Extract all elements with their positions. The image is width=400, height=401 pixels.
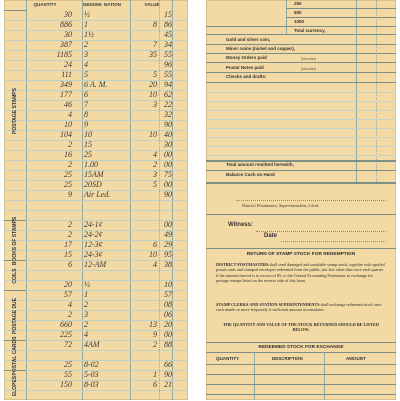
dollars-cell: 13 <box>149 320 157 329</box>
dollars-cell: 20 <box>149 80 157 89</box>
quantity-cell: 57 <box>64 290 72 299</box>
section-label-text: COILS <box>12 268 18 284</box>
redeemed-amount-header: AMOUNT <box>346 356 366 361</box>
value-header: VALUE <box>144 2 160 7</box>
return-title: RETURN OF STAMP STOCK FOR REDEMPTION <box>246 252 356 257</box>
cents-cell: 00 <box>164 330 172 339</box>
denomination-cell: 5-03 <box>84 370 99 379</box>
stamp-row <box>4 380 188 391</box>
postal-notes-label: Postal Notes paid <box>226 65 264 70</box>
para1-lead: DISTRICT POSTMASTERS <box>216 262 269 267</box>
dollars-cell: 5 <box>153 70 157 79</box>
denomination-cell: 3 <box>84 310 88 319</box>
cents-cell: 20 <box>164 320 172 329</box>
denomination-cell: 9 <box>84 120 88 129</box>
dollars-cell: 9 <box>153 330 157 339</box>
section-label <box>4 370 26 401</box>
date-label: Date <box>264 233 278 239</box>
cents-cell: 49 <box>164 230 172 239</box>
denomination-cell: 15 <box>84 140 92 149</box>
dollars-cell: 2 <box>153 160 157 169</box>
amount-250: 250 <box>294 1 302 6</box>
quantity-cell: 17 <box>64 240 72 249</box>
cents-cell: 22 <box>164 100 172 109</box>
para1-text: shall send damaged and unsalable stamp stock, together with spoiled postal cards and stamped envelopes redeemed from the public, not less often than once each quarter if the amount thereof is in excess of $5, to the Central Accounting Postmaster in exchange for postage stamps listed on the reverse side of this form. <box>216 262 385 284</box>
cents-cell: 30 <box>164 140 172 149</box>
quantity-cell: 16 <box>64 150 72 159</box>
quantity-cell: 20 <box>64 280 72 289</box>
stamp-clerks-paragraph <box>216 302 386 313</box>
cents-cell: 88 <box>164 340 172 349</box>
quantity-cell: 25 <box>64 180 72 189</box>
denomination-cell: 24-1¢ <box>84 220 103 229</box>
quantity-cell: 1185 <box>56 50 72 59</box>
quantity-cell: 104 <box>60 130 72 139</box>
total-remitted-label: Total amount remitted herewith, <box>226 162 294 167</box>
para3-text: THE QUANTITY AND VALUE OF THE STOCK RETURNED SHOULD BE LISTED BELOW. <box>223 322 379 333</box>
quantity-cell: 2 <box>68 220 72 229</box>
denomination-cell: 5 <box>84 70 88 79</box>
amount-1000: 1000 <box>294 19 305 24</box>
denomination-cell: 8 <box>84 110 88 119</box>
dollars-cell: 4 <box>153 150 157 159</box>
denomination-cell: 4AM <box>84 340 100 349</box>
dollars-cell: 6 <box>153 380 157 389</box>
quantity-cell: 349 <box>60 80 72 89</box>
denomination-cell: 20SD <box>84 180 102 189</box>
para2-text: shall exchange redeemed stock once each month or more frequently if sufficient amount accumulates. <box>216 302 382 313</box>
cents-cell: 00 <box>164 150 172 159</box>
cents-cell: 94 <box>164 80 172 89</box>
dollars-cell: 10 <box>149 250 157 259</box>
stamp-stock-sheet-right <box>206 0 396 400</box>
minor-coins-label: Minor coins (nickel and copper), <box>226 46 296 51</box>
denomination-cell: 2 <box>84 320 88 329</box>
cents-cell: 15 <box>164 10 172 19</box>
quantity-cell: 30 <box>64 10 72 19</box>
quantity-cell: 4 <box>68 300 72 309</box>
dollars-cell: 1 <box>153 370 157 379</box>
denomination-cell: ½ <box>84 280 90 289</box>
denomination-cell: 2 <box>84 40 88 49</box>
denomination-cell: 6 A. M. <box>84 80 108 89</box>
denomination-cell: 2 <box>84 300 88 309</box>
redeemed-title: REDEEMED STOCK FOR EXCHANGE <box>258 345 344 350</box>
stamp-stock-sheet-left <box>4 0 188 400</box>
dollars-cell: 7 <box>153 40 157 49</box>
voucher-note: (Voucher) <box>301 67 317 71</box>
section-label-text: POSTAL CARDS <box>12 336 18 376</box>
dollars-cell: 4 <box>153 260 157 269</box>
balance-cash-label: Balance Cash on Hand <box>226 172 275 177</box>
quantity-cell: 46 <box>64 100 72 109</box>
denomination-cell: 25 <box>84 150 92 159</box>
cents-cell: 57 <box>164 290 172 299</box>
cents-cell: 62 <box>164 90 172 99</box>
quantity-cell: 10 <box>64 120 72 129</box>
quantity-cell: 2 <box>68 310 72 319</box>
denomination-cell: 1.00 <box>84 160 98 169</box>
cents-cell: 45 <box>164 30 172 39</box>
section-label-text: BOOKS OF STAMPS <box>12 216 18 266</box>
cents-cell: 34 <box>164 40 172 49</box>
denomination-cell: 8-03 <box>84 380 99 389</box>
quantity-cell: 886 <box>60 20 72 29</box>
para2-lead: STAMP CLERKS AND STATION SUPERINTENDENTS <box>216 302 320 307</box>
quantity-cell: 2 <box>68 160 72 169</box>
total-currency-label: Total currency, <box>294 28 326 33</box>
section-label <box>4 216 26 266</box>
denomination-cell: 7 <box>84 100 88 109</box>
denomination-header: DENOMI- NATION <box>83 2 121 7</box>
quantity-cell: 25 <box>64 170 72 179</box>
quantity-cell: 30 <box>64 30 72 39</box>
quantity-cell: 2 <box>68 230 72 239</box>
cents-cell: 32 <box>164 110 172 119</box>
section-label-text: POSTAGE STAMPS <box>12 88 18 134</box>
quantity-cell: 9 <box>68 190 72 199</box>
cents-cell: 38 <box>164 260 172 269</box>
dollars-cell: 2 <box>153 340 157 349</box>
denomination-cell: Air Led. <box>84 190 111 199</box>
denomination-cell: 3 <box>84 50 88 59</box>
section-label <box>4 336 26 376</box>
quantity-cell: 2 <box>68 140 72 149</box>
cents-cell: 08 <box>164 300 172 309</box>
quantity-cell: 150 <box>60 380 72 389</box>
denomination-cell: 6 <box>84 90 88 99</box>
quantity-cell: 225 <box>60 330 72 339</box>
quantity-cell: 25 <box>64 360 72 369</box>
quantity-cell: 4 <box>68 110 72 119</box>
quantity-cell: 55 <box>64 370 72 379</box>
redeemed-quantity-header: QUANTITY <box>216 356 239 361</box>
gold-silver-label: Gold and silver coin, <box>226 37 271 42</box>
dollars-cell: 10 <box>149 130 157 139</box>
voucher-note: (Voucher) <box>301 57 317 61</box>
cents-cell: 29 <box>164 240 172 249</box>
cents-cell: 00 <box>164 160 172 169</box>
denomination-cell: 24-2¢ <box>84 230 103 239</box>
cents-cell: 40 <box>164 130 172 139</box>
checks-drafts-label: Checks and drafts: <box>226 74 267 79</box>
cents-cell: 90 <box>164 120 172 129</box>
quantity-cell: 6 <box>68 260 72 269</box>
cents-cell: 00 <box>164 180 172 189</box>
redeemed-description-header: DESCRIPTION <box>272 356 303 361</box>
denomination-cell: 1½ <box>84 30 94 39</box>
denomination-cell: 12-3¢ <box>84 240 103 249</box>
amount-500: 500 <box>294 10 302 15</box>
cents-cell: 06 <box>164 310 172 319</box>
quantity-cell: 72 <box>64 340 72 349</box>
cents-cell: 66 <box>164 360 172 369</box>
quantity-cell: 24 <box>64 60 72 69</box>
section-label-text: ELOPES <box>12 375 18 397</box>
cents-cell: 10 <box>164 280 172 289</box>
denomination-cell: 24-3¢ <box>84 250 103 259</box>
cents-cell: 55 <box>164 70 172 79</box>
cents-cell: 96 <box>164 60 172 69</box>
cents-cell: 86 <box>164 20 172 29</box>
denomination-cell: 10 <box>84 130 92 139</box>
quantity-cell: 15 <box>64 250 72 259</box>
denomination-cell: 4 <box>84 60 88 69</box>
section-label-text: POSTAGE DUE <box>12 297 18 335</box>
district-postmasters-paragraph <box>216 262 386 284</box>
section-label <box>4 260 26 291</box>
quantity-cell: 387 <box>60 40 72 49</box>
cents-cell: 90 <box>164 370 172 379</box>
quantity-cell: 177 <box>60 90 72 99</box>
dollars-cell: 35 <box>149 50 157 59</box>
denomination-cell: 15AM <box>84 170 104 179</box>
denomination-cell: ½ <box>84 10 90 19</box>
cents-cell: 00 <box>164 220 172 229</box>
denomination-cell: 1 <box>84 20 88 29</box>
cents-cell: 95 <box>164 250 172 259</box>
quantity-cell: 111 <box>61 70 72 79</box>
cents-cell: 75 <box>164 170 172 179</box>
money-orders-label: Money Orders paid <box>226 55 267 60</box>
signature-line: District Postmaster, Superintendent, Clerk. <box>242 203 320 208</box>
cents-cell: 55 <box>164 50 172 59</box>
denomination-cell: 4 <box>84 330 88 339</box>
denomination-cell: 1 <box>84 290 88 299</box>
dollars-cell: 10 <box>149 90 157 99</box>
cents-cell: 90 <box>164 190 172 199</box>
cents-cell: 21 <box>164 380 172 389</box>
dollars-cell: 5 <box>153 180 157 189</box>
dollars-cell: 3 <box>153 170 157 179</box>
witness-label: Witness: <box>228 222 253 228</box>
denomination-cell: 12-AM <box>84 260 107 269</box>
section-label <box>4 10 26 211</box>
denomination-cell: 8-02 <box>84 360 99 369</box>
quantity-cell: 660 <box>60 320 72 329</box>
dollars-cell: 8 <box>153 20 157 29</box>
section-label <box>4 290 26 341</box>
dollars-cell: 3 <box>153 100 157 109</box>
quantity-header: QUANTITY <box>33 2 57 7</box>
dollars-cell: 6 <box>153 240 157 249</box>
